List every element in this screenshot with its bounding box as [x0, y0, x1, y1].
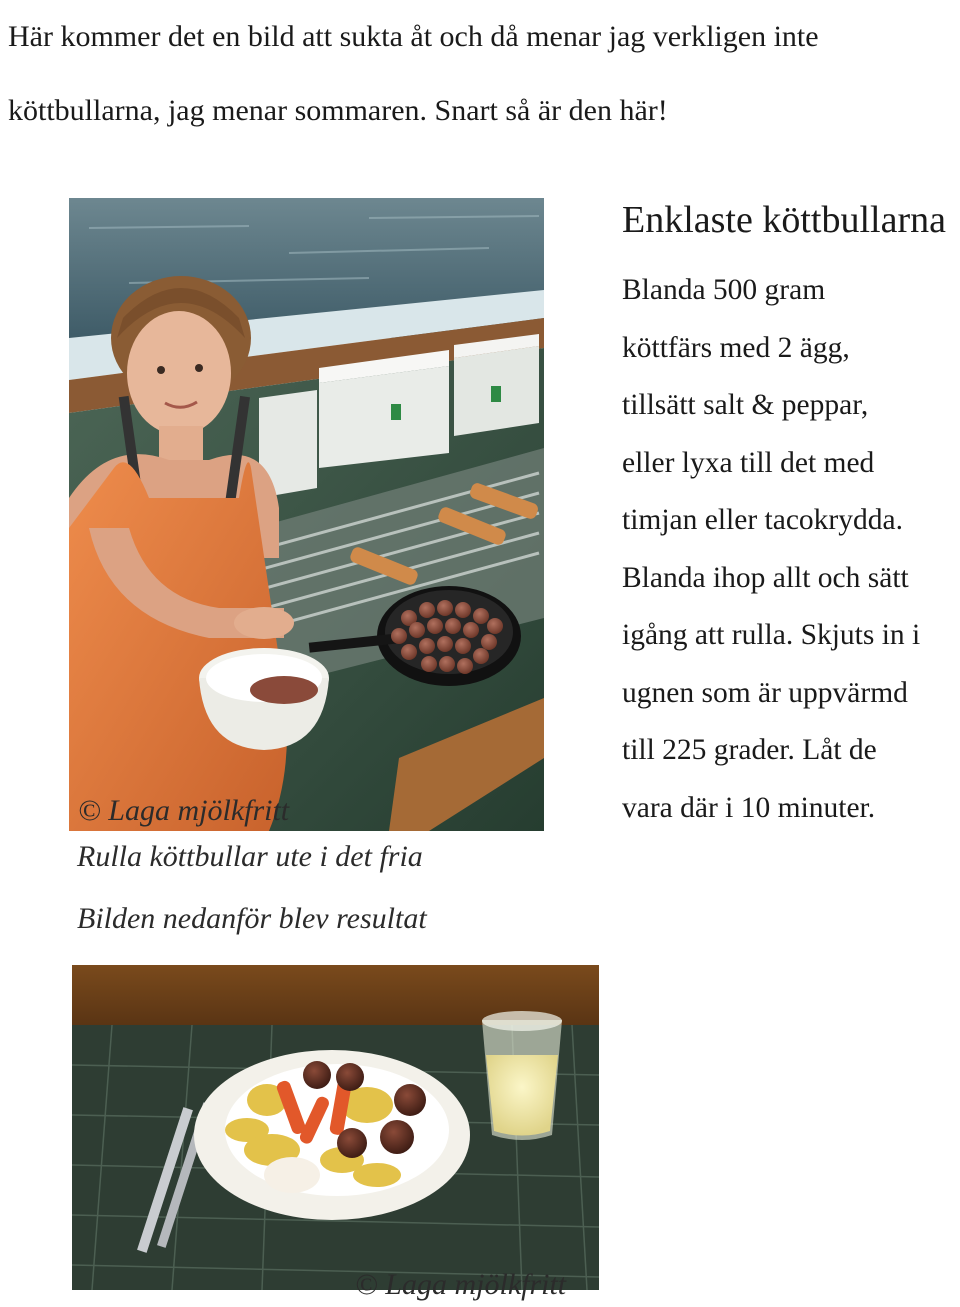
recipe-line: Blanda ihop allt och sätt	[622, 561, 909, 594]
photo-plate-meatballs-potatoes-icon	[72, 965, 599, 1290]
recipe-line: tillsätt salt & peppar,	[622, 389, 869, 421]
photo-watermark: © Laga mjölkfritt	[78, 794, 290, 827]
recipe-line: vara där i 10 minuter.	[622, 791, 876, 824]
photo-watermark: © Laga mjölkfritt	[355, 1268, 567, 1301]
recipe-line: eller lyxa till det med	[622, 446, 875, 479]
photo-caption: Bilden nedanför blev resultat	[77, 902, 427, 935]
recipe-line: Blanda 500 gram	[622, 274, 826, 306]
intro-line: köttbullarna, jag menar sommaren. Snart så är den här!	[8, 94, 668, 127]
photo-woman-rolling-meatballs-icon	[69, 198, 544, 831]
recipe-line: igång att rulla. Skjuts in i	[622, 619, 921, 651]
recipe-line: timjan eller tacokrydda.	[622, 504, 903, 536]
recipe-line: ugnen som är uppvärmd	[622, 676, 908, 709]
recipe-line: köttfärs med 2 ägg,	[622, 331, 850, 364]
intro-text	[8, 0, 948, 148]
recipe-body	[622, 262, 958, 837]
photo-caption: Rulla köttbullar ute i det fria	[77, 840, 423, 873]
intro-line: Här kommer det en bild att sukta åt och då menar jag verkligen inte	[8, 20, 819, 53]
recipe-line: till 225 grader. Låt de	[622, 734, 877, 766]
recipe-title: Enklaste köttbullarna	[622, 199, 946, 241]
